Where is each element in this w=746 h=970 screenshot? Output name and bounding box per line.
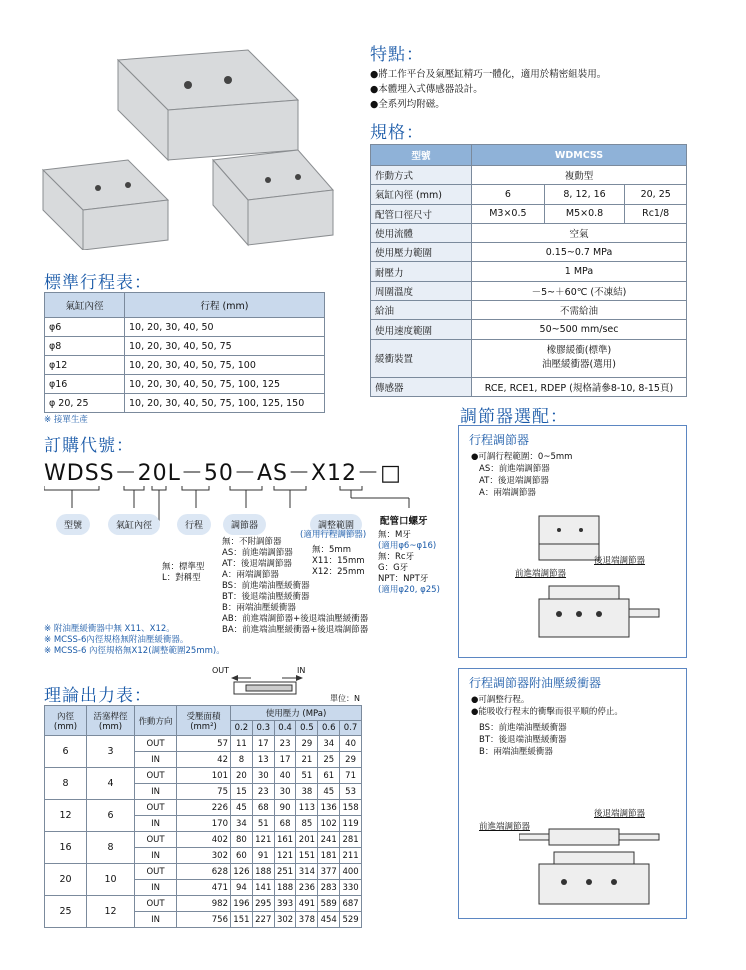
stroke-values: 10, 20, 30, 40, 50 <box>125 318 325 337</box>
code-part: WDSS <box>44 461 115 486</box>
adjuster-drawing-1 <box>519 514 669 654</box>
code-part: 20 <box>137 461 168 486</box>
pressure-header: 0.7 <box>340 721 362 736</box>
stroke-col-header: 行程 (mm) <box>125 293 325 318</box>
output-cell: 71 <box>340 768 362 784</box>
output-cell: 188 <box>252 864 274 880</box>
spec-label: 作動方式 <box>371 166 472 185</box>
output-cell: 241 <box>318 832 340 848</box>
output-cell: 378 <box>296 912 318 928</box>
features-list <box>370 67 606 112</box>
output-cell: 61 <box>318 768 340 784</box>
output-row <box>45 896 362 912</box>
output-cell: 151 <box>296 848 318 864</box>
output-cell: 589 <box>318 896 340 912</box>
output-cell: 400 <box>340 864 362 880</box>
output-cell: 471 <box>177 880 231 896</box>
spec-value: 複動型 <box>472 166 687 185</box>
spec-label: 周圍溫度 <box>371 281 472 300</box>
output-cell: 85 <box>296 816 318 832</box>
output-row <box>45 736 362 752</box>
output-rod: 4 <box>87 768 135 800</box>
adj-front-label-2: 前進端調節器 <box>479 822 531 832</box>
output-cell: 121 <box>252 832 274 848</box>
pressure-header: 0.4 <box>274 721 296 736</box>
output-cell: 42 <box>177 752 231 768</box>
pipe-option: 無：Rc牙 <box>378 552 415 562</box>
adj-front-label-1: 前進端調節器 <box>515 569 567 579</box>
output-cell: 151 <box>231 912 253 928</box>
order-note: ※ MCSS-6內徑規格無附油壓緩衝器。 <box>44 635 189 645</box>
stroke-bore: φ6 <box>45 318 125 337</box>
pill-model: 型號 <box>56 514 90 535</box>
order-note: ※ 附油壓緩衝器中無 X11、X12。 <box>44 624 175 634</box>
product-photo <box>38 40 338 250</box>
adj-box-1-title: 行程調節器 <box>469 433 530 447</box>
output-header: 內徑 (mm) <box>45 706 87 736</box>
order-code <box>44 456 402 487</box>
output-cell: 8 <box>231 752 253 768</box>
output-cell: 454 <box>318 912 340 928</box>
output-direction: IN <box>135 912 177 928</box>
adj-line: ●可調整行程。 <box>471 695 530 705</box>
output-cell: 211 <box>340 848 362 864</box>
output-rod: 12 <box>87 896 135 928</box>
output-cell: 45 <box>318 784 340 800</box>
adjuster-option: BT：後退端油壓緩衝器 <box>222 592 310 602</box>
adjuster-option: BS：前進端油壓緩衝器 <box>222 581 310 591</box>
output-bore: 12 <box>45 800 87 832</box>
output-cell: 11 <box>231 736 253 752</box>
spec-label: 使用流體 <box>371 223 472 242</box>
output-cell: 60 <box>231 848 253 864</box>
code-part: － <box>180 461 204 486</box>
adjuster-drawing-2 <box>519 824 679 914</box>
output-direction: IN <box>135 784 177 800</box>
spec-value: 1 MPa <box>472 262 687 281</box>
output-cell: 68 <box>274 816 296 832</box>
order-title: 訂購代號： <box>44 436 134 456</box>
spec-value: Rc1/8 <box>625 204 687 223</box>
adj-line: ●能吸收行程末的衝擊而很平順的停止。 <box>471 707 623 717</box>
output-cell: 17 <box>274 752 296 768</box>
spec-value: M3×0.5 <box>472 204 545 223</box>
output-cell: 17 <box>252 736 274 752</box>
spec-model-label: 型號 <box>371 145 472 166</box>
pipe-option: 無：M牙 <box>378 530 411 540</box>
spec-label: 傳感器 <box>371 377 472 396</box>
code-part: AS <box>256 461 288 486</box>
adjuster-option: A：兩端調節器 <box>222 570 279 580</box>
output-cell: 91 <box>252 848 274 864</box>
output-row <box>45 864 362 880</box>
spec-value: －5~＋60℃ (不凍結) <box>472 281 687 300</box>
stroke-values: 10, 20, 30, 40, 50, 75, 100, 125, 150 <box>125 394 325 413</box>
spec-label: 配管口徑尺寸 <box>371 204 472 223</box>
adj-line: BS：前進端油壓緩衝器 <box>479 723 567 733</box>
spec-value: 空氣 <box>472 223 687 242</box>
output-rod: 8 <box>87 832 135 864</box>
output-cell: 161 <box>274 832 296 848</box>
pressure-header: 0.3 <box>252 721 274 736</box>
pipe-options <box>378 530 440 596</box>
output-cell: 29 <box>296 736 318 752</box>
output-direction: OUT <box>135 896 177 912</box>
output-cell: 302 <box>274 912 296 928</box>
adjuster-option: AT：後退端調節器 <box>222 559 292 569</box>
range-sub: (適用行程調節器) <box>300 530 367 540</box>
adj-line: B：兩端油壓緩衝器 <box>479 747 553 757</box>
in-label: IN <box>297 666 306 675</box>
output-cell: 34 <box>231 816 253 832</box>
output-cell: 29 <box>340 752 362 768</box>
output-cell: 377 <box>318 864 340 880</box>
output-direction: OUT <box>135 864 177 880</box>
output-direction: OUT <box>135 736 177 752</box>
order-note: ※ MCSS-6 內徑規格無X12(調整範圍25mm)。 <box>44 646 225 656</box>
mount-option: L：對稱型 <box>162 573 201 583</box>
pill-adjuster: 調節器 <box>223 514 266 535</box>
mount-options <box>162 562 205 584</box>
adj-line: AS：前進端調節器 <box>479 464 550 474</box>
adj-box-1 <box>458 425 687 658</box>
spec-value: RCE, RCE1, RDEP (規格請參8-10, 8-15頁) <box>472 377 687 396</box>
output-header: 使用壓力 (MPa) <box>231 706 362 721</box>
adj-line: BT：後退端油壓緩衝器 <box>479 735 567 745</box>
stroke-values: 10, 20, 30, 40, 50, 75, 100, 125 <box>125 375 325 394</box>
output-bore: 20 <box>45 864 87 896</box>
output-cell: 34 <box>318 736 340 752</box>
output-cell: 491 <box>296 896 318 912</box>
stroke-values: 10, 20, 30, 40, 50, 75 <box>125 337 325 356</box>
output-cell: 90 <box>274 800 296 816</box>
spec-value: M5×0.8 <box>544 204 625 223</box>
adj-title: 調節器選配： <box>460 407 568 427</box>
pipe-title: 配管口螺牙 <box>380 516 428 527</box>
adj-line: AT：後退端調節器 <box>479 476 549 486</box>
output-cell: 402 <box>177 832 231 848</box>
spec-label: 耐壓力 <box>371 262 472 281</box>
output-unit: 單位：N <box>330 694 360 703</box>
output-cell: 141 <box>252 880 274 896</box>
stroke-title: 標準行程表： <box>44 273 152 293</box>
code-part: □ <box>380 461 402 486</box>
stroke-bore: φ 20, 25 <box>45 394 125 413</box>
output-cell: 281 <box>340 832 362 848</box>
range-option: 無：5mm <box>312 545 351 555</box>
output-cell: 302 <box>177 848 231 864</box>
pipe-option: G：G牙 <box>378 563 409 573</box>
output-cell: 227 <box>252 912 274 928</box>
stroke-bore: φ8 <box>45 337 125 356</box>
stroke-table <box>44 292 325 413</box>
output-cell: 20 <box>231 768 253 784</box>
order-notes <box>44 624 225 657</box>
output-bore: 6 <box>45 736 87 768</box>
adj-back-label-2: 後退端調節器 <box>594 809 646 819</box>
adj-box-2-title: 行程調節器附油壓緩衝器 <box>469 676 602 690</box>
output-bore: 16 <box>45 832 87 864</box>
output-cell: 15 <box>231 784 253 800</box>
spec-label: 使用速度範圍 <box>371 320 472 339</box>
output-cell: 57 <box>177 736 231 752</box>
output-cell: 40 <box>340 736 362 752</box>
stroke-values: 10, 20, 30, 40, 50, 75, 100 <box>125 356 325 375</box>
output-cell: 23 <box>252 784 274 800</box>
feature-item: ●全系列均附磁。 <box>370 99 445 110</box>
output-header: 活塞桿徑 (mm) <box>87 706 135 736</box>
output-cell: 13 <box>252 752 274 768</box>
code-part: L <box>167 461 181 486</box>
output-cell: 40 <box>274 768 296 784</box>
adjuster-option: AS：前進端調節器 <box>222 548 293 558</box>
pressure-header: 0.2 <box>231 721 253 736</box>
output-cell: 21 <box>296 752 318 768</box>
output-direction: OUT <box>135 800 177 816</box>
spec-model-value: WDMCSS <box>472 145 687 166</box>
output-row <box>45 800 362 816</box>
mount-option: 無：標準型 <box>162 562 205 572</box>
output-cell: 136 <box>318 800 340 816</box>
feature-item: ●將工作平台及氣壓缸精巧一體化，適用於精密組裝用。 <box>370 69 607 80</box>
output-direction: OUT <box>135 832 177 848</box>
output-cell: 51 <box>252 816 274 832</box>
pressure-header: 0.5 <box>296 721 318 736</box>
output-cell: 68 <box>252 800 274 816</box>
spec-title: 規格： <box>370 123 424 143</box>
stroke-bore: φ16 <box>45 375 125 394</box>
output-direction: IN <box>135 880 177 896</box>
output-cell: 687 <box>340 896 362 912</box>
code-part: － <box>287 461 311 486</box>
output-cell: 102 <box>318 816 340 832</box>
adj-back-label-1: 後退端調節器 <box>594 556 646 566</box>
output-cell: 101 <box>177 768 231 784</box>
output-cell: 529 <box>340 912 362 928</box>
output-cell: 80 <box>231 832 253 848</box>
adjuster-option: 無：不附調節器 <box>222 537 282 547</box>
spec-label: 氣缸內徑 (mm) <box>371 185 472 204</box>
output-bore: 8 <box>45 768 87 800</box>
output-cell: 51 <box>296 768 318 784</box>
output-row <box>45 768 362 784</box>
output-cell: 45 <box>231 800 253 816</box>
output-cell: 38 <box>296 784 318 800</box>
pill-range: 調整範圍 <box>310 514 362 535</box>
adjuster-option: B：兩端油壓緩衝器 <box>222 603 296 613</box>
code-part: － <box>233 461 257 486</box>
output-cell: 295 <box>252 896 274 912</box>
stroke-note: ※ 接單生產 <box>44 415 88 425</box>
adj-box-2-lines <box>471 694 623 758</box>
output-cell: 53 <box>340 784 362 800</box>
output-table <box>44 705 362 928</box>
output-cell: 170 <box>177 816 231 832</box>
output-cell: 251 <box>274 864 296 880</box>
output-direction: OUT <box>135 768 177 784</box>
code-part: － <box>114 461 138 486</box>
spec-label: 給油 <box>371 301 472 320</box>
output-direction: IN <box>135 752 177 768</box>
output-cell: 30 <box>252 768 274 784</box>
output-cell: 75 <box>177 784 231 800</box>
output-cell: 30 <box>274 784 296 800</box>
code-part: － <box>357 461 381 486</box>
output-row <box>45 832 362 848</box>
output-header: 作動方向 <box>135 706 177 736</box>
output-cell: 181 <box>318 848 340 864</box>
pressure-header: 0.6 <box>318 721 340 736</box>
output-cell: 113 <box>296 800 318 816</box>
code-part: X12 <box>310 461 358 486</box>
output-cell: 94 <box>231 880 253 896</box>
range-options <box>312 545 365 578</box>
spec-value: 8, 12, 16 <box>544 185 625 204</box>
adjuster-option: AB：前進端調節器+後退端油壓緩衝器 <box>222 614 369 624</box>
output-cell: 126 <box>231 864 253 880</box>
spec-value: 50~500 mm/sec <box>472 320 687 339</box>
output-cell: 756 <box>177 912 231 928</box>
spec-table <box>370 144 687 397</box>
code-part: 50 <box>203 461 234 486</box>
range-option: X11：15mm <box>312 556 365 566</box>
output-title: 理論出力表： <box>44 686 152 706</box>
output-cell: 314 <box>296 864 318 880</box>
output-direction: IN <box>135 816 177 832</box>
adj-line: ●可調行程範圍：0~5mm <box>471 452 573 462</box>
output-cell: 121 <box>274 848 296 864</box>
features-title: 特點： <box>370 45 424 65</box>
output-cell: 188 <box>274 880 296 896</box>
output-cell: 330 <box>340 880 362 896</box>
output-rod: 10 <box>87 864 135 896</box>
pill-stroke: 行程 <box>177 514 211 535</box>
spec-value: 橡膠緩衝(標準) 油壓緩衝器(選用) <box>472 339 687 377</box>
output-cell: 393 <box>274 896 296 912</box>
output-direction: IN <box>135 848 177 864</box>
output-cell: 982 <box>177 896 231 912</box>
adjuster-option: BA：前進端油壓緩衝器+後退端調節器 <box>222 625 369 635</box>
output-bore: 25 <box>45 896 87 928</box>
spec-value: 20, 25 <box>625 185 687 204</box>
pipe-option: (適用φ20, φ25) <box>378 585 440 595</box>
feature-item: ●本體埋入式傳感器設計。 <box>370 84 483 95</box>
pipe-option: NPT：NPT牙 <box>378 574 429 584</box>
output-rod: 3 <box>87 736 135 768</box>
output-cell: 119 <box>340 816 362 832</box>
spec-value: 0.15~0.7 MPa <box>472 243 687 262</box>
range-option: X12：25mm <box>312 567 365 577</box>
output-cell: 628 <box>177 864 231 880</box>
adj-box-2 <box>458 668 687 919</box>
output-cell: 196 <box>231 896 253 912</box>
spec-label: 使用壓力範圍 <box>371 243 472 262</box>
spec-value: 不需給油 <box>472 301 687 320</box>
output-header: 受壓面積 (mm²) <box>177 706 231 736</box>
output-cell: 201 <box>296 832 318 848</box>
output-cell: 25 <box>318 752 340 768</box>
out-label: OUT <box>212 666 230 675</box>
output-cell: 158 <box>340 800 362 816</box>
pill-bore: 氣缸內徑 <box>108 514 160 535</box>
output-cell: 23 <box>274 736 296 752</box>
output-rod: 6 <box>87 800 135 832</box>
output-cell: 226 <box>177 800 231 816</box>
spec-value: 6 <box>472 185 545 204</box>
adj-line: A：兩端調節器 <box>479 488 536 498</box>
pipe-option: (適用φ6~φ16) <box>378 541 437 551</box>
stroke-col-header: 氣缸內徑 <box>45 293 125 318</box>
output-cell: 283 <box>318 880 340 896</box>
spec-label: 緩衝裝置 <box>371 339 472 377</box>
stroke-bore: φ12 <box>45 356 125 375</box>
output-cell: 236 <box>296 880 318 896</box>
adj-box-1-lines <box>471 451 572 499</box>
